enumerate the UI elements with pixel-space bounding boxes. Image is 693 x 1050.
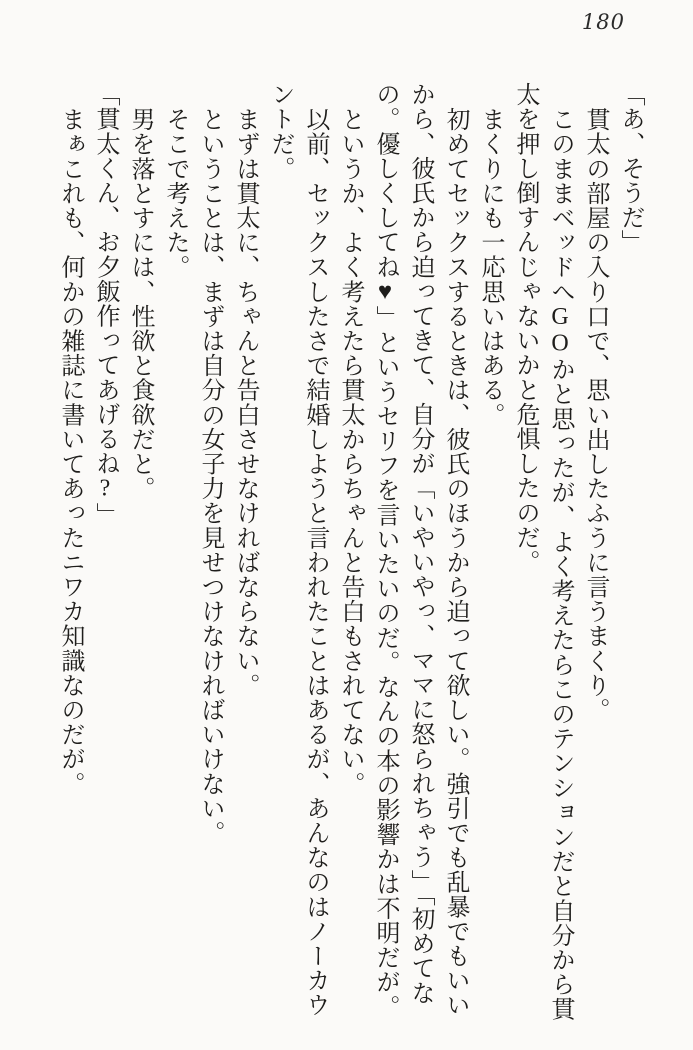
text-line: というか、よく考えたら貫太からちゃんと告白もされてない。 <box>337 107 363 796</box>
text-line: 男を落とすには、性欲と食欲だと。 <box>127 107 153 501</box>
text-line: そこで考えた。 <box>162 107 188 280</box>
text-line: まくりにも一応思いはある。 <box>477 107 503 427</box>
text-line: の。優しくしてね♥」というセリフを言いたいのだ。なんの本の影響かは不明だが。 <box>372 82 398 1019</box>
vertical-text-block <box>52 82 647 1024</box>
page-number: 180 <box>581 10 625 34</box>
text-line: 初めてセックスするときは、彼氏のほうから迫って欲しい。強引でも乱暴でもいい <box>442 107 468 1018</box>
text-line: ントだ。 <box>267 82 293 181</box>
text-line: まずは貫太に、ちゃんと告白させなければならない。 <box>232 107 258 698</box>
text-line: から、彼氏から迫ってきて、自分が「いやいやっ、ママに怒られちゃう」「初めてな <box>407 82 433 1005</box>
text-line: このままベッドへGOかと思ったが、よく考えたらこのテンションだと自分から貫 <box>547 107 573 1022</box>
text-line: ということは、まずは自分の女子力を見せつけなければいけない。 <box>197 107 223 845</box>
text-line: 太を押し倒すんじゃないかと危惧したのだ。 <box>512 82 538 574</box>
text-line: 「あ、そうだ」 <box>617 82 643 255</box>
text-line: 以前、セックスしたさで結婚しようと言われたことはあるが、あんなのはノーカウ <box>302 107 328 1018</box>
text-line: 貫太の部屋の入り口で、思い出したふうに言うまくり。 <box>582 107 608 722</box>
text-line: まぁこれも、何かの雑誌に書いてあったニワカ知識なのだが。 <box>57 107 83 796</box>
text-line: 「貫太くん、お夕飯作ってあげるね?」 <box>92 82 118 527</box>
